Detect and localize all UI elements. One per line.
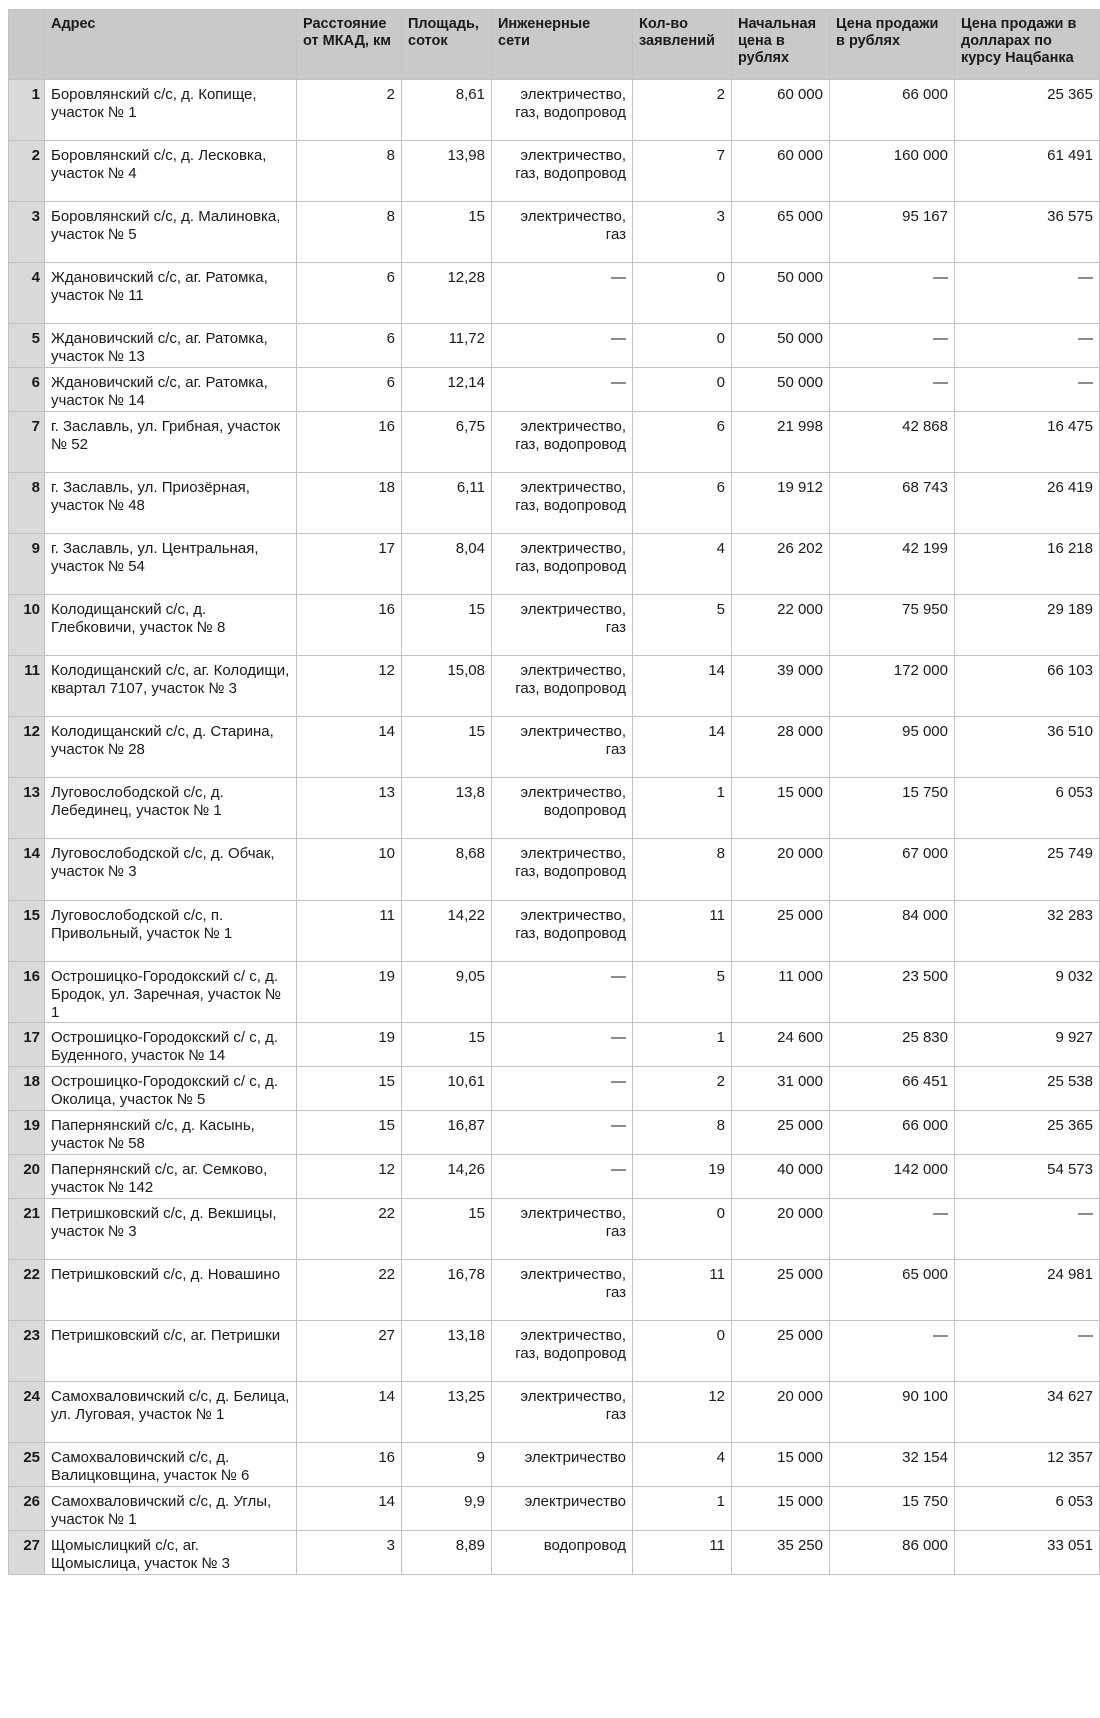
sale-price-usd-cell: 32 283 [955, 901, 1100, 962]
table-row [9, 778, 1100, 839]
distance-cell: 8 [297, 141, 402, 202]
start-price-cell: 50 000 [732, 324, 830, 368]
applications-cell: 0 [633, 263, 732, 324]
sale-price-rub-cell: 160 000 [830, 141, 955, 202]
row-index: 11 [9, 656, 45, 717]
table-row [9, 1111, 1100, 1155]
table-row [9, 901, 1100, 962]
sale-price-rub-cell: 68 743 [830, 473, 955, 534]
table-row [9, 1382, 1100, 1443]
sale-price-usd-cell: 25 538 [955, 1067, 1100, 1111]
applications-cell: 0 [633, 1321, 732, 1382]
address-cell: Самохваловичский с/с, д. Белица, ул. Луговая, участок № 1 [45, 1382, 297, 1443]
distance-cell: 15 [297, 1067, 402, 1111]
address-cell: Ждановичский с/с, аг. Ратомка, участок № 13 [45, 324, 297, 368]
applications-cell: 3 [633, 202, 732, 263]
address-cell: Острошицко-Городокский с/ с, д. Околица, участок № 5 [45, 1067, 297, 1111]
distance-cell: 12 [297, 656, 402, 717]
header-area: Площадь, соток [402, 10, 492, 80]
land-plots-table [8, 9, 1100, 1575]
sale-price-usd-cell: 25 365 [955, 80, 1100, 141]
address-cell: Боровлянский с/с, д. Копище, участок № 1 [45, 80, 297, 141]
table-row [9, 1199, 1100, 1260]
sale-price-rub-cell: 86 000 [830, 1531, 955, 1575]
distance-cell: 10 [297, 839, 402, 901]
address-cell: Ждановичский с/с, аг. Ратомка, участок № 14 [45, 368, 297, 412]
row-index: 13 [9, 778, 45, 839]
utilities-cell: — [492, 962, 633, 1023]
table-row [9, 473, 1100, 534]
sale-price-rub-cell: — [830, 1199, 955, 1260]
address-cell: Луговослободской с/с, д. Лебединец, участок № 1 [45, 778, 297, 839]
row-index: 9 [9, 534, 45, 595]
applications-cell: 4 [633, 1443, 732, 1487]
row-index: 15 [9, 901, 45, 962]
distance-cell: 14 [297, 1382, 402, 1443]
utilities-cell: электричество [492, 1487, 633, 1531]
utilities-cell: электричество, газ [492, 202, 633, 263]
header-distance: Расстояние от МКАД, км [297, 10, 402, 80]
sale-price-rub-cell: 95 000 [830, 717, 955, 778]
start-price-cell: 60 000 [732, 80, 830, 141]
utilities-cell: — [492, 1155, 633, 1199]
header-address: Адрес [45, 10, 297, 80]
address-cell: Колодищанский с/с, аг. Колодищи, квартал 7107, участок № 3 [45, 656, 297, 717]
start-price-cell: 15 000 [732, 1487, 830, 1531]
utilities-cell: электричество, газ, водопровод [492, 412, 633, 473]
area-cell: 13,25 [402, 1382, 492, 1443]
start-price-cell: 39 000 [732, 656, 830, 717]
address-cell: Колодищанский с/с, д. Старина, участок № 28 [45, 717, 297, 778]
applications-cell: 11 [633, 901, 732, 962]
applications-cell: 5 [633, 962, 732, 1023]
distance-cell: 11 [297, 901, 402, 962]
sale-price-rub-cell: 42 199 [830, 534, 955, 595]
sale-price-rub-cell: — [830, 1321, 955, 1382]
sale-price-rub-cell: 66 000 [830, 1111, 955, 1155]
area-cell: 13,18 [402, 1321, 492, 1382]
sale-price-usd-cell: — [955, 1199, 1100, 1260]
table-body [9, 80, 1100, 1575]
area-cell: 6,75 [402, 412, 492, 473]
table-row [9, 595, 1100, 656]
table-row [9, 324, 1100, 368]
table-row [9, 1321, 1100, 1382]
utilities-cell: — [492, 1023, 633, 1067]
distance-cell: 16 [297, 595, 402, 656]
header-start-price: Начальная цена в рублях [732, 10, 830, 80]
applications-cell: 5 [633, 595, 732, 656]
distance-cell: 2 [297, 80, 402, 141]
start-price-cell: 25 000 [732, 901, 830, 962]
sale-price-rub-cell: — [830, 368, 955, 412]
sale-price-usd-cell: 6 053 [955, 778, 1100, 839]
sale-price-rub-cell: 15 750 [830, 1487, 955, 1531]
utilities-cell: электричество, газ, водопровод [492, 534, 633, 595]
area-cell: 13,8 [402, 778, 492, 839]
table-row [9, 1260, 1100, 1321]
sale-price-rub-cell: 65 000 [830, 1260, 955, 1321]
utilities-cell: — [492, 1111, 633, 1155]
area-cell: 13,98 [402, 141, 492, 202]
row-index: 7 [9, 412, 45, 473]
area-cell: 15 [402, 202, 492, 263]
utilities-cell: — [492, 368, 633, 412]
applications-cell: 11 [633, 1260, 732, 1321]
distance-cell: 16 [297, 1443, 402, 1487]
utilities-cell: — [492, 324, 633, 368]
address-cell: Боровлянский с/с, д. Лесковка, участок № 4 [45, 141, 297, 202]
start-price-cell: 24 600 [732, 1023, 830, 1067]
utilities-cell: электричество, газ [492, 1199, 633, 1260]
distance-cell: 8 [297, 202, 402, 263]
row-index: 10 [9, 595, 45, 656]
sale-price-usd-cell: — [955, 263, 1100, 324]
table-row [9, 717, 1100, 778]
sale-price-usd-cell: 6 053 [955, 1487, 1100, 1531]
area-cell: 14,22 [402, 901, 492, 962]
sale-price-usd-cell: 24 981 [955, 1260, 1100, 1321]
distance-cell: 6 [297, 368, 402, 412]
start-price-cell: 60 000 [732, 141, 830, 202]
row-index: 5 [9, 324, 45, 368]
start-price-cell: 25 000 [732, 1321, 830, 1382]
distance-cell: 14 [297, 1487, 402, 1531]
row-index: 24 [9, 1382, 45, 1443]
address-cell: Папернянский с/с, д. Касынь, участок № 58 [45, 1111, 297, 1155]
sale-price-rub-cell: — [830, 324, 955, 368]
distance-cell: 13 [297, 778, 402, 839]
sale-price-rub-cell: 32 154 [830, 1443, 955, 1487]
start-price-cell: 21 998 [732, 412, 830, 473]
sale-price-usd-cell: 29 189 [955, 595, 1100, 656]
area-cell: 9,9 [402, 1487, 492, 1531]
header-applications: Кол-во заявлений [633, 10, 732, 80]
sale-price-rub-cell: 90 100 [830, 1382, 955, 1443]
sale-price-rub-cell: 15 750 [830, 778, 955, 839]
applications-cell: 8 [633, 1111, 732, 1155]
row-index: 19 [9, 1111, 45, 1155]
applications-cell: 0 [633, 368, 732, 412]
table-row [9, 1155, 1100, 1199]
applications-cell: 11 [633, 1531, 732, 1575]
sale-price-usd-cell: 12 357 [955, 1443, 1100, 1487]
row-index: 20 [9, 1155, 45, 1199]
utilities-cell: электричество, газ, водопровод [492, 839, 633, 901]
sale-price-usd-cell: 16 218 [955, 534, 1100, 595]
address-cell: Острошицко-Городокский с/ с, д. Бродок, ул. Заречная, участок № 1 [45, 962, 297, 1023]
start-price-cell: 11 000 [732, 962, 830, 1023]
table-row [9, 839, 1100, 901]
utilities-cell: электричество, газ [492, 1382, 633, 1443]
area-cell: 15 [402, 595, 492, 656]
address-cell: Петришковский с/с, аг. Петришки [45, 1321, 297, 1382]
sale-price-usd-cell: 33 051 [955, 1531, 1100, 1575]
distance-cell: 19 [297, 962, 402, 1023]
start-price-cell: 19 912 [732, 473, 830, 534]
utilities-cell: электричество, газ, водопровод [492, 141, 633, 202]
applications-cell: 14 [633, 717, 732, 778]
row-index: 26 [9, 1487, 45, 1531]
start-price-cell: 25 000 [732, 1260, 830, 1321]
sale-price-rub-cell: 75 950 [830, 595, 955, 656]
start-price-cell: 20 000 [732, 1382, 830, 1443]
row-index: 18 [9, 1067, 45, 1111]
applications-cell: 1 [633, 778, 732, 839]
start-price-cell: 35 250 [732, 1531, 830, 1575]
utilities-cell: — [492, 1067, 633, 1111]
table-row [9, 412, 1100, 473]
row-index: 23 [9, 1321, 45, 1382]
start-price-cell: 15 000 [732, 778, 830, 839]
sale-price-usd-cell: 9 032 [955, 962, 1100, 1023]
header-index [9, 10, 45, 80]
table-row [9, 1067, 1100, 1111]
sale-price-rub-cell: 67 000 [830, 839, 955, 901]
start-price-cell: 20 000 [732, 839, 830, 901]
utilities-cell: электричество, газ, водопровод [492, 473, 633, 534]
start-price-cell: 31 000 [732, 1067, 830, 1111]
row-index: 12 [9, 717, 45, 778]
sale-price-usd-cell: 16 475 [955, 412, 1100, 473]
address-cell: Самохваловичский с/с, д. Углы, участок № 1 [45, 1487, 297, 1531]
header-sale-price-rub: Цена продажи в рублях [830, 10, 955, 80]
sale-price-usd-cell: 9 927 [955, 1023, 1100, 1067]
row-index: 3 [9, 202, 45, 263]
utilities-cell: электричество, газ, водопровод [492, 656, 633, 717]
address-cell: г. Заславль, ул. Приозёрная, участок № 48 [45, 473, 297, 534]
start-price-cell: 26 202 [732, 534, 830, 595]
applications-cell: 4 [633, 534, 732, 595]
area-cell: 15,08 [402, 656, 492, 717]
distance-cell: 17 [297, 534, 402, 595]
sale-price-usd-cell: 66 103 [955, 656, 1100, 717]
utilities-cell: водопровод [492, 1531, 633, 1575]
sale-price-rub-cell: 66 451 [830, 1067, 955, 1111]
sale-price-rub-cell: 95 167 [830, 202, 955, 263]
utilities-cell: электричество, газ [492, 595, 633, 656]
address-cell: г. Заславль, ул. Грибная, участок № 52 [45, 412, 297, 473]
sale-price-usd-cell: — [955, 368, 1100, 412]
applications-cell: 7 [633, 141, 732, 202]
land-plots-table-frame [8, 9, 1099, 1575]
row-index: 6 [9, 368, 45, 412]
distance-cell: 15 [297, 1111, 402, 1155]
distance-cell: 18 [297, 473, 402, 534]
sale-price-usd-cell: 26 419 [955, 473, 1100, 534]
start-price-cell: 50 000 [732, 263, 830, 324]
sale-price-rub-cell: — [830, 263, 955, 324]
start-price-cell: 50 000 [732, 368, 830, 412]
start-price-cell: 28 000 [732, 717, 830, 778]
table-header-row [9, 10, 1100, 80]
area-cell: 14,26 [402, 1155, 492, 1199]
applications-cell: 12 [633, 1382, 732, 1443]
sale-price-usd-cell: 25 365 [955, 1111, 1100, 1155]
distance-cell: 6 [297, 324, 402, 368]
sale-price-rub-cell: 84 000 [830, 901, 955, 962]
address-cell: Папернянский с/с, аг. Семково, участок № 142 [45, 1155, 297, 1199]
area-cell: 15 [402, 717, 492, 778]
applications-cell: 1 [633, 1487, 732, 1531]
table-row [9, 1531, 1100, 1575]
applications-cell: 8 [633, 839, 732, 901]
distance-cell: 19 [297, 1023, 402, 1067]
table-row [9, 656, 1100, 717]
address-cell: Луговослободской с/с, д. Обчак, участок № 3 [45, 839, 297, 901]
utilities-cell: электричество, газ [492, 1260, 633, 1321]
address-cell: Боровлянский с/с, д. Малиновка, участок № 5 [45, 202, 297, 263]
table-row [9, 80, 1100, 141]
area-cell: 12,28 [402, 263, 492, 324]
area-cell: 10,61 [402, 1067, 492, 1111]
sale-price-usd-cell: 61 491 [955, 141, 1100, 202]
sale-price-usd-cell: 54 573 [955, 1155, 1100, 1199]
applications-cell: 0 [633, 324, 732, 368]
row-index: 27 [9, 1531, 45, 1575]
utilities-cell: электричество [492, 1443, 633, 1487]
sale-price-rub-cell: 142 000 [830, 1155, 955, 1199]
start-price-cell: 65 000 [732, 202, 830, 263]
row-index: 21 [9, 1199, 45, 1260]
utilities-cell: электричество, газ, водопровод [492, 80, 633, 141]
start-price-cell: 25 000 [732, 1111, 830, 1155]
distance-cell: 14 [297, 717, 402, 778]
table-row [9, 1443, 1100, 1487]
sale-price-usd-cell: 36 575 [955, 202, 1100, 263]
table-row [9, 202, 1100, 263]
area-cell: 8,68 [402, 839, 492, 901]
utilities-cell: электричество, водопровод [492, 778, 633, 839]
utilities-cell: — [492, 263, 633, 324]
sale-price-usd-cell: — [955, 1321, 1100, 1382]
area-cell: 8,89 [402, 1531, 492, 1575]
applications-cell: 0 [633, 1199, 732, 1260]
area-cell: 16,78 [402, 1260, 492, 1321]
applications-cell: 1 [633, 1023, 732, 1067]
sale-price-usd-cell: 34 627 [955, 1382, 1100, 1443]
address-cell: Луговослободской с/с, п. Привольный, участок № 1 [45, 901, 297, 962]
applications-cell: 2 [633, 80, 732, 141]
applications-cell: 6 [633, 473, 732, 534]
applications-cell: 6 [633, 412, 732, 473]
table-row [9, 1023, 1100, 1067]
table-row [9, 962, 1100, 1023]
row-index: 25 [9, 1443, 45, 1487]
applications-cell: 2 [633, 1067, 732, 1111]
sale-price-rub-cell: 66 000 [830, 80, 955, 141]
distance-cell: 27 [297, 1321, 402, 1382]
address-cell: Колодищанский с/с, д. Глебковичи, участок № 8 [45, 595, 297, 656]
area-cell: 9,05 [402, 962, 492, 1023]
row-index: 17 [9, 1023, 45, 1067]
distance-cell: 16 [297, 412, 402, 473]
area-cell: 16,87 [402, 1111, 492, 1155]
sale-price-rub-cell: 25 830 [830, 1023, 955, 1067]
sale-price-rub-cell: 42 868 [830, 412, 955, 473]
address-cell: Самохваловичский с/с, д. Валицковщина, участок № 6 [45, 1443, 297, 1487]
row-index: 8 [9, 473, 45, 534]
row-index: 1 [9, 80, 45, 141]
table-row [9, 1487, 1100, 1531]
utilities-cell: электричество, газ [492, 717, 633, 778]
distance-cell: 6 [297, 263, 402, 324]
sale-price-usd-cell: 25 749 [955, 839, 1100, 901]
distance-cell: 22 [297, 1199, 402, 1260]
sale-price-usd-cell: 36 510 [955, 717, 1100, 778]
distance-cell: 12 [297, 1155, 402, 1199]
distance-cell: 22 [297, 1260, 402, 1321]
address-cell: Острошицко-Городокский с/ с, д. Буденного, участок № 14 [45, 1023, 297, 1067]
row-index: 22 [9, 1260, 45, 1321]
table-row [9, 368, 1100, 412]
area-cell: 8,61 [402, 80, 492, 141]
header-sale-price-usd: Цена продажи в долларах по курсу Нацбанка [955, 10, 1100, 80]
sale-price-rub-cell: 172 000 [830, 656, 955, 717]
row-index: 14 [9, 839, 45, 901]
address-cell: Петришковский с/с, д. Векшицы, участок № 3 [45, 1199, 297, 1260]
table-row [9, 263, 1100, 324]
header-utilities: Инженерные сети [492, 10, 633, 80]
area-cell: 12,14 [402, 368, 492, 412]
row-index: 16 [9, 962, 45, 1023]
start-price-cell: 15 000 [732, 1443, 830, 1487]
area-cell: 15 [402, 1023, 492, 1067]
table-row [9, 534, 1100, 595]
area-cell: 8,04 [402, 534, 492, 595]
address-cell: Петришковский с/с, д. Новашино [45, 1260, 297, 1321]
table-row [9, 141, 1100, 202]
area-cell: 9 [402, 1443, 492, 1487]
address-cell: г. Заславль, ул. Центральная, участок № 54 [45, 534, 297, 595]
address-cell: Щомыслицкий с/с, аг. Щомыслица, участок № 3 [45, 1531, 297, 1575]
applications-cell: 19 [633, 1155, 732, 1199]
row-index: 4 [9, 263, 45, 324]
sale-price-usd-cell: — [955, 324, 1100, 368]
row-index: 2 [9, 141, 45, 202]
utilities-cell: электричество, газ, водопровод [492, 901, 633, 962]
area-cell: 6,11 [402, 473, 492, 534]
start-price-cell: 22 000 [732, 595, 830, 656]
address-cell: Ждановичский с/с, аг. Ратомка, участок № 11 [45, 263, 297, 324]
applications-cell: 14 [633, 656, 732, 717]
distance-cell: 3 [297, 1531, 402, 1575]
sale-price-rub-cell: 23 500 [830, 962, 955, 1023]
utilities-cell: электричество, газ, водопровод [492, 1321, 633, 1382]
area-cell: 11,72 [402, 324, 492, 368]
start-price-cell: 20 000 [732, 1199, 830, 1260]
area-cell: 15 [402, 1199, 492, 1260]
start-price-cell: 40 000 [732, 1155, 830, 1199]
